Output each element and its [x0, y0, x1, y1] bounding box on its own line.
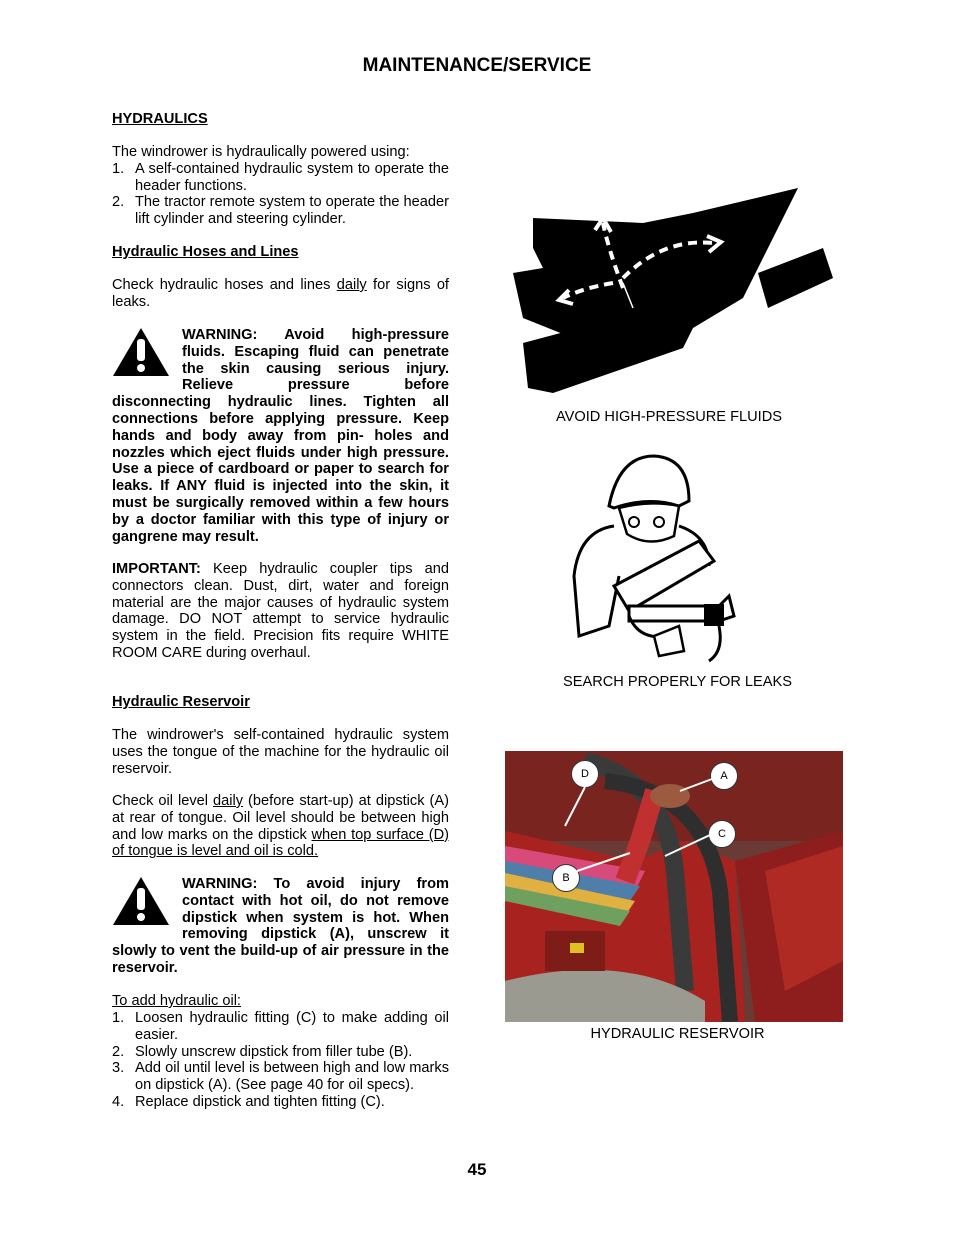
- warning-2-text: WARNING: To avoid injury from contact with hot oil, do not remove dipstick when system is hot. When removing dipstick (A), unscrew it slowly to vent the build-up of air pressure in the reservoir.: [112, 876, 449, 976]
- high-pressure-illustration: [493, 178, 855, 410]
- figure-caption-3: HYDRAULIC RESERVOIR: [590, 1026, 765, 1042]
- hoses-paragraph: Check hydraulic hoses and lines daily for signs of leaks.: [112, 277, 449, 310]
- callout-d: D: [571, 760, 599, 788]
- list-item: 3. Add oil until level is between high and low marks on dipstick (A). (See page 40 for oil specs).: [112, 1060, 449, 1094]
- important-paragraph: IMPORTANT: Keep hydraulic coupler tips and connectors clean. Dust, dirt, water and foreign material are the major causes of hydraulic system damage. DO NOT attempt to service hydraulic system in the field. Precision fits require WHITE ROOM CARE during overhaul.: [112, 561, 449, 661]
- warning-1-text: WARNING: Avoid high-pressure fluids. Escaping fluid can penetrate the skin causing serious injury. Relieve pressure before disconnecting hydraulic lines. Tighten all connections before applying pressure. Keep hands and body away from pin- holes and nozzles which eject fluids under high pressure. Use a piece of cardboard or paper to search for leaks. If ANY fluid is injected into the skin, it must be surgically removed within a few hours by a doctor familiar with this type of injury or gangrene may result.: [112, 327, 449, 545]
- warning-block-2: [112, 876, 449, 977]
- callout-c: C: [708, 820, 736, 848]
- warning-triangle-icon: [112, 876, 174, 928]
- reservoir-paragraph-2: Check oil level daily (before start-up) at dipstick (A) at rear of tongue. Oil level should be between high and low marks on the dipstick when top surface (D) of tongue is level and oil is cold.: [112, 793, 449, 860]
- list-item: 4. Replace dipstick and tighten fitting (C).: [112, 1093, 385, 1110]
- hydraulics-heading: HYDRAULICS: [112, 111, 208, 127]
- callout-b: B: [552, 864, 580, 892]
- add-oil-list-wrap: [112, 1010, 449, 1111]
- add-oil-list: [112, 1010, 449, 1111]
- page-number: 45: [467, 1160, 487, 1179]
- reservoir-paragraph-1: The windrower's self-contained hydraulic system uses the tongue of the machine for the hydraulic oil reservoir.: [112, 727, 449, 777]
- hydraulic-reservoir-photo: [505, 751, 843, 1022]
- figure-caption-2: SEARCH PROPERLY FOR LEAKS: [563, 674, 792, 690]
- warning-triangle-icon: [112, 327, 174, 379]
- page-title: MAINTENANCE/SERVICE: [362, 55, 592, 76]
- callout-a: A: [710, 762, 738, 790]
- reservoir-heading: Hydraulic Reservoir: [112, 694, 250, 710]
- figure-caption-1: AVOID HIGH-PRESSURE FLUIDS: [556, 409, 782, 425]
- callout-leader-lines: [505, 751, 843, 1022]
- hydraulics-intro-text: The windrower is hydraulically powered using:: [112, 144, 410, 160]
- warning-block-1: [112, 327, 449, 545]
- hydraulics-list: [112, 161, 449, 228]
- list-item: 1. Loosen hydraulic fitting (C) to make adding oil easier.: [112, 1010, 449, 1043]
- add-oil-heading: To add hydraulic oil:: [112, 993, 241, 1009]
- list-item: 2. Slowly unscrew dipstick from filler tube (B).: [112, 1043, 413, 1060]
- list-item: 2. The tractor remote system to operate the header lift cylinder and steering cylinder.: [112, 194, 449, 228]
- hydraulics-intro: [112, 144, 449, 228]
- search-leaks-illustration: [519, 436, 844, 664]
- hoses-heading: Hydraulic Hoses and Lines: [112, 244, 299, 260]
- list-item: 1. A self-contained hydraulic system to operate the header functions.: [112, 160, 449, 194]
